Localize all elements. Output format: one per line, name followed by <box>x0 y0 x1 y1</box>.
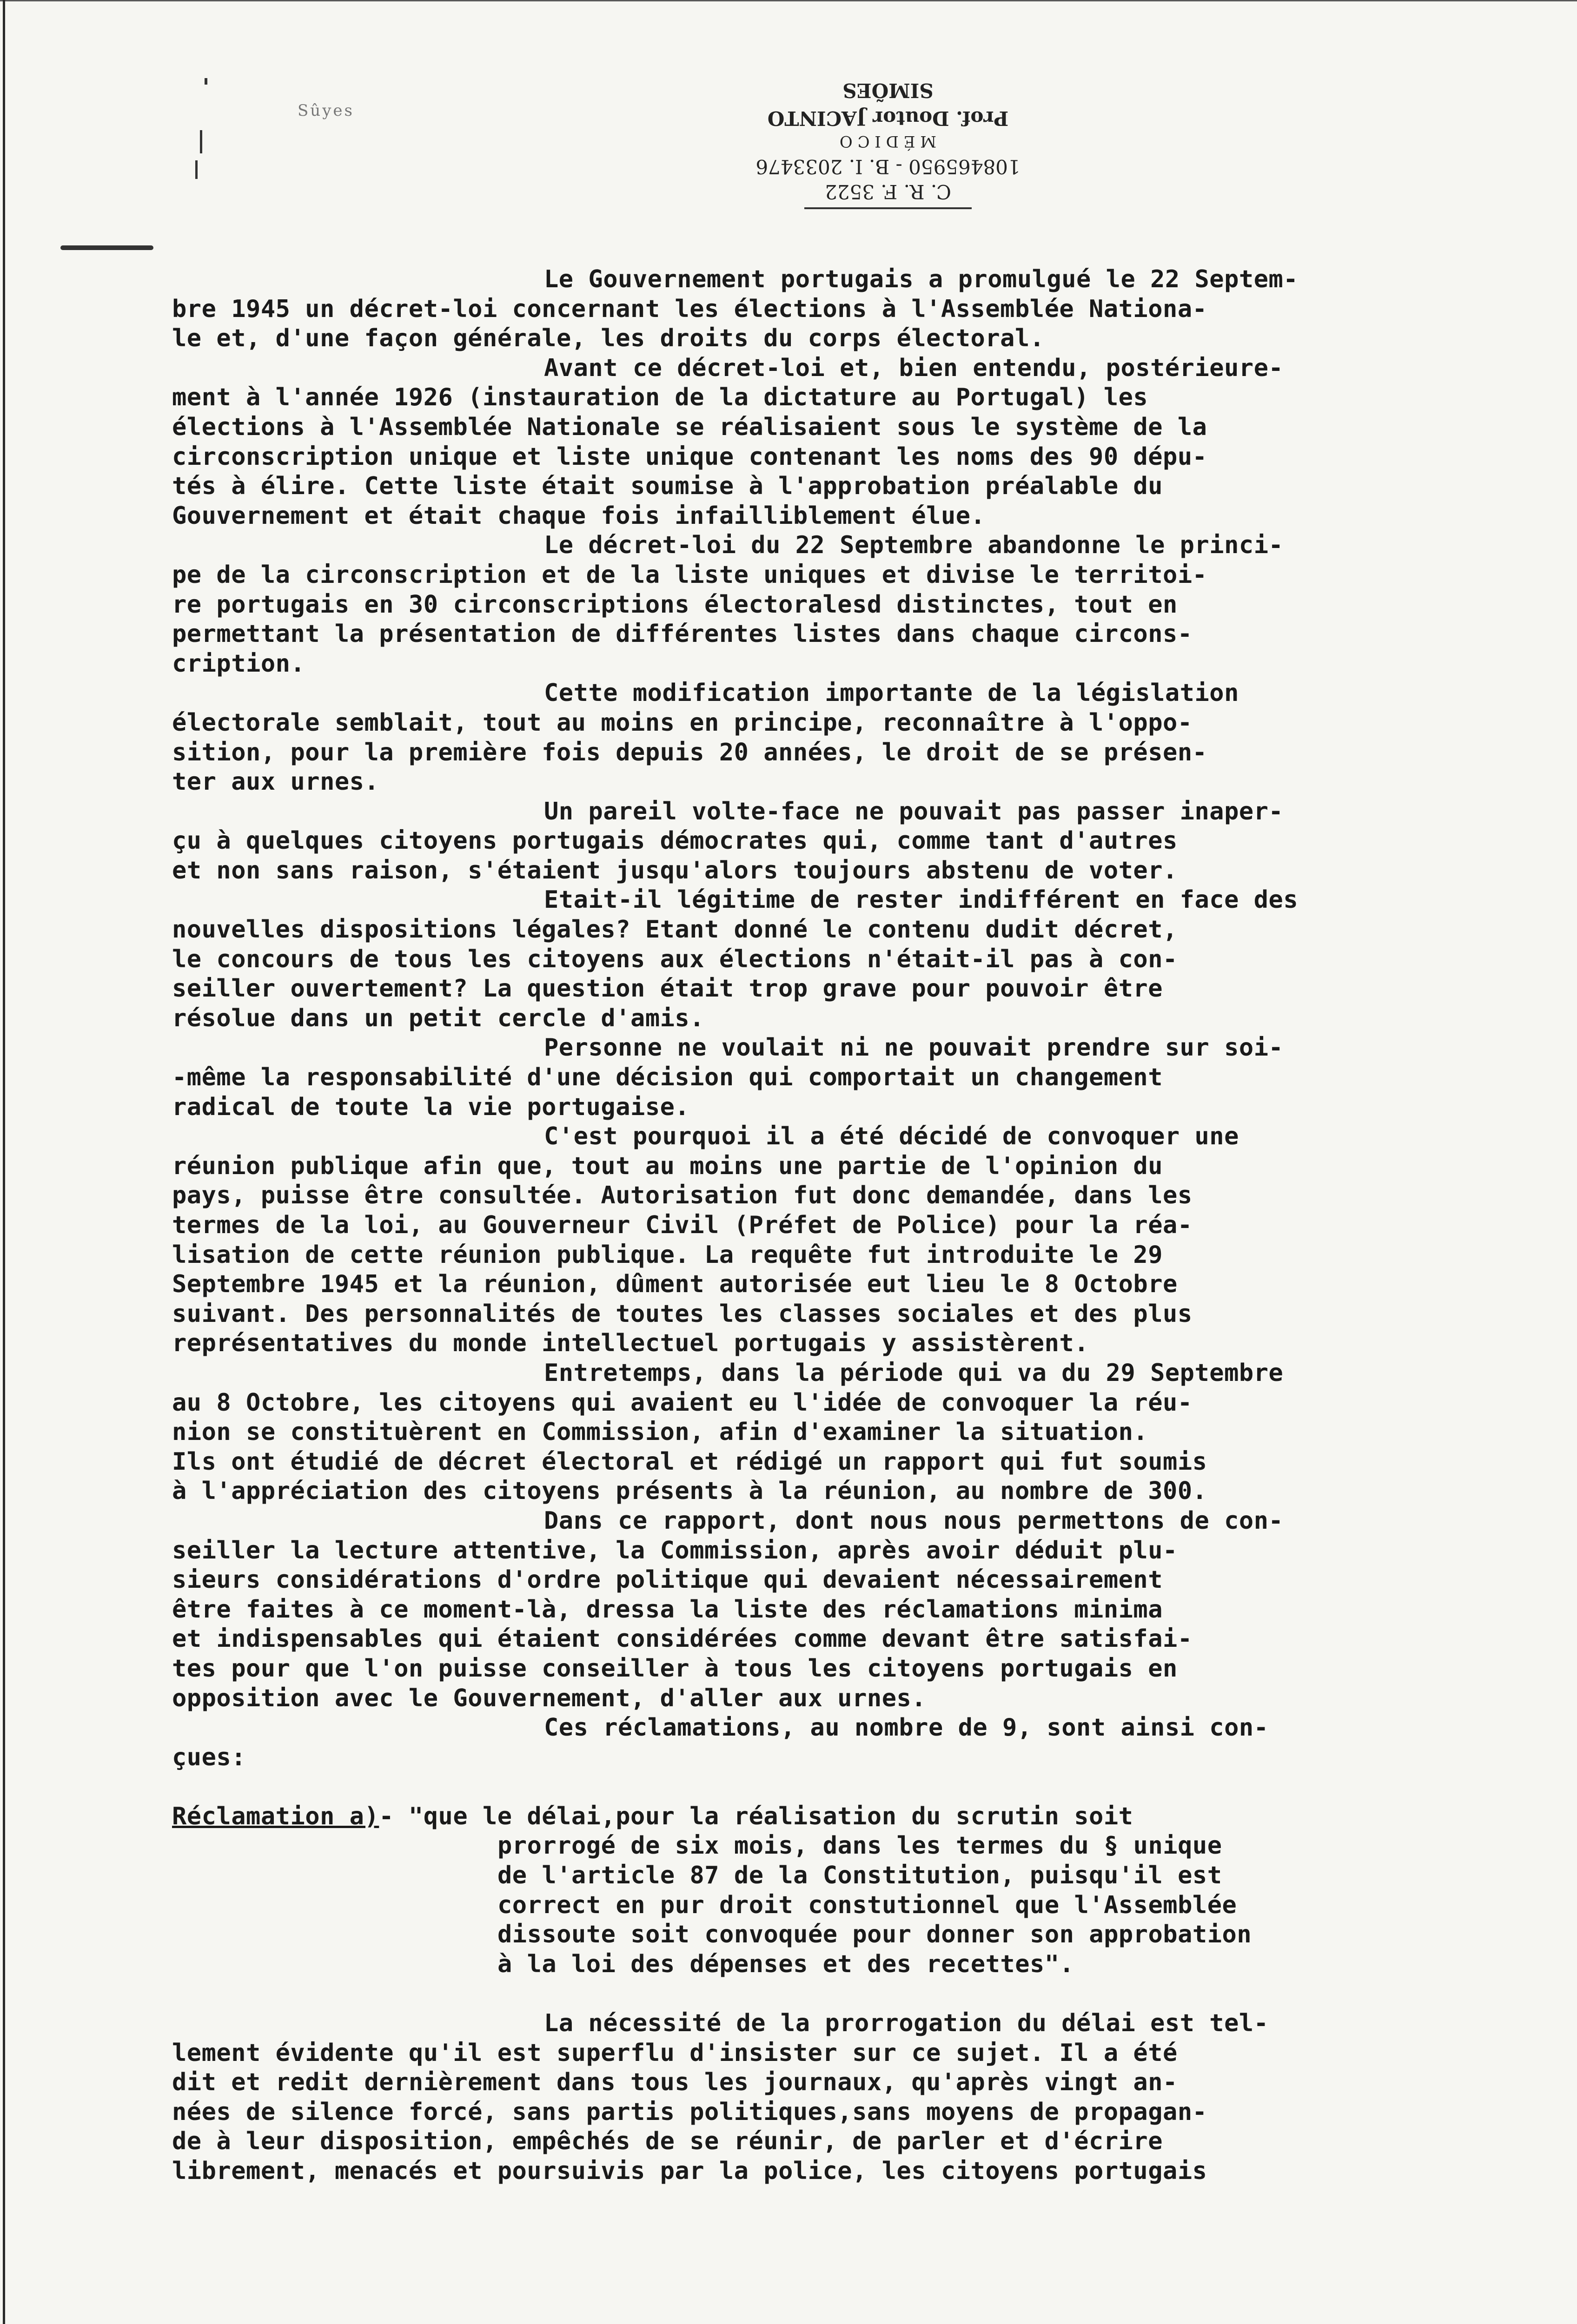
text-line: de à leur disposition, empêchés de se réunir, de parler et d'écrire <box>172 2127 1163 2156</box>
text-line: électorale semblait, tout au moins en principe, reconnaître à l'oppo- <box>172 708 1193 737</box>
doctor-stamp <box>725 79 1051 218</box>
text-line: et non sans raison, s'étaient jusqu'alors toujours abstenu de voter. <box>172 856 1178 885</box>
text-line: radical de toute la vie portugaise. <box>172 1093 690 1121</box>
text-line: Avant ce décret-loi et, bien entendu, postérieure- <box>544 354 1284 382</box>
text-line: bre 1945 un décret-loi concernant les élections à l'Assemblée Nationa- <box>172 295 1207 323</box>
text-line: Cette modification importante de la législation <box>544 679 1239 707</box>
margin-mark <box>200 130 202 153</box>
text-line: au 8 Octobre, les citoyens qui avaient eu l'idée de convoquer la réu- <box>172 1388 1193 1417</box>
text-line: lisation de cette réunion publique. La requête fut introduite le 29 <box>172 1241 1163 1269</box>
text-line: à la loi des dépenses et des recettes". <box>497 1950 1074 1978</box>
text-line: librement, menacés et poursuivis par la police, les citoyens portugais <box>172 2157 1207 2185</box>
text-line: ter aux urnes. <box>172 768 379 796</box>
text-line: résolue dans un petit cercle d'amis. <box>172 1004 705 1032</box>
text-line: permettant la présentation de différentes listes dans chaque circons- <box>172 620 1193 648</box>
text-line: Ces réclamations, au nombre de 9, sont ainsi con- <box>544 1714 1269 1742</box>
stamp-rule <box>804 207 972 209</box>
stamp-profession: M É D I C O <box>839 132 937 151</box>
stamp-id: C. R. F. 3522 <box>825 180 951 203</box>
text-line: nées de silence forcé, sans partis politiques,sans moyens de propagan- <box>172 2098 1207 2126</box>
margin-note: Sûyes <box>298 101 354 120</box>
text-line: - "que le délai,pour la réalisation du scrutin soit <box>379 1802 1133 1830</box>
text-line: élections à l'Assemblée Nationale se réalisaient sous le système de la <box>172 413 1207 441</box>
stamp-name: Prof. Doutor JACINTO SIMÕES <box>767 79 1009 130</box>
text-line: circonscription unique et liste unique contenant les noms des 90 dépu- <box>172 442 1207 471</box>
page-left-edge <box>3 0 5 2324</box>
text-line: sition, pour la première fois depuis 20 années, le droit de se présen- <box>172 738 1207 766</box>
reclamation-a-line <box>172 1802 1520 1832</box>
margin-mark <box>195 160 198 179</box>
margin-mark <box>205 78 207 85</box>
text-line: pays, puisse être consultée. Autorisation fut donc demandée, dans les <box>172 1182 1193 1210</box>
text-line: à l'appréciation des citoyens présents à la réunion, au nombre de 300. <box>172 1477 1207 1505</box>
text-line: le et, d'une façon générale, les droits du corps électoral. <box>172 324 1045 353</box>
text-line: suivant. Des personnalités de toutes les classes sociales et des plus <box>172 1300 1193 1328</box>
text-line: çu à quelques citoyens portugais démocrates qui, comme tant d'autres <box>172 827 1178 855</box>
text-line: seiller ouvertement? La question était trop grave pour pouvoir être <box>172 975 1163 1003</box>
text-line: cription. <box>172 649 305 678</box>
text-line: réunion publique afin que, tout au moins une partie de l'opinion du <box>172 1152 1163 1180</box>
text-line: Personne ne voulait ni ne pouvait prendre sur soi- <box>544 1034 1284 1062</box>
text-line: opposition avec le Gouvernement, d'aller aux urnes. <box>172 1684 927 1712</box>
blank-line <box>172 1979 1520 2009</box>
blank-line <box>172 1772 1520 1802</box>
text-line: nion se constituèrent en Commission, afin d'examiner la situation. <box>172 1418 1148 1446</box>
page-top-edge <box>0 0 1577 1</box>
text-line: termes de la loi, au Gouverneur Civil (Préfet de Police) pour la réa- <box>172 1211 1193 1239</box>
text-line: Septembre 1945 et la réunion, dûment autorisée eut lieu le 8 Octobre <box>172 1270 1178 1299</box>
text-line: C'est pourquoi il a été décidé de convoquer une <box>544 1122 1239 1151</box>
text-line: pe de la circonscription et de la liste uniques et divise le territoi- <box>172 561 1207 589</box>
margin-mark <box>60 245 153 250</box>
text-line: dit et redit dernièrement dans tous les journaux, qu'après vingt an- <box>172 2068 1178 2097</box>
text-line: lement évidente qu'il est superflu d'insister sur ce sujet. Il a été <box>172 2039 1178 2067</box>
text-line: Ils ont étudié de décret électoral et rédigé un rapport qui fut soumis <box>172 1447 1207 1476</box>
reclamation-label: Réclamation a) <box>172 1802 379 1830</box>
text-line: tes pour que l'on puisse conseiller à tous les citoyens portugais en <box>172 1654 1178 1683</box>
text-line: Le décret-loi du 22 Septembre abandonne le princi- <box>544 531 1284 560</box>
text-line: sieurs considérations d'ordre politique qui devaient nécessairement <box>172 1566 1163 1594</box>
text-line: représentatives du monde intellectuel portugais y assistèrent. <box>172 1329 1089 1358</box>
text-line: correct en pur droit constutionnel que l'Assemblée <box>497 1891 1237 1919</box>
text-line: être faites à ce moment-là, dressa la liste des réclamations minima <box>172 1595 1163 1624</box>
text-line: et indispensables qui étaient considérées comme devant être satisfai- <box>172 1625 1193 1653</box>
text-line: tés à élire. Cette liste était soumise à l'approbation préalable du <box>172 472 1163 501</box>
text-line: de l'article 87 de la Constitution, puisqu'il est <box>497 1862 1222 1890</box>
text-line: Dans ce rapport, dont nous nous permettons de con- <box>544 1506 1284 1535</box>
text-line: nouvelles dispositions légales? Etant donné le contenu dudit décret, <box>172 916 1178 944</box>
stamp-registration: 108465950 - B. I. 2033476 <box>755 155 1020 178</box>
text-line: prorrogé de six mois, dans les termes du § unique <box>497 1832 1222 1860</box>
letter-body <box>172 265 1520 2186</box>
text-line: ment à l'année 1926 (instauration de la dictature au Portugal) les <box>172 383 1148 412</box>
text-line: re portugais en 30 circonscriptions électoralesd distinctes, tout en <box>172 590 1178 619</box>
text-line: çues: <box>172 1743 246 1771</box>
text-line: Etait-il légitime de rester indifférent en face des <box>544 886 1299 914</box>
text-line: seiller la lecture attentive, la Commission, après avoir déduit plu- <box>172 1536 1178 1565</box>
text-line: Un pareil volte-face ne pouvait pas passer inaper- <box>544 797 1284 825</box>
text-line: Entretemps, dans la période qui va du 29 Septembre <box>544 1359 1284 1387</box>
text-line: -même la responsabilité d'une décision qui comportait un changement <box>172 1063 1163 1092</box>
text-line: Le Gouvernement portugais a promulgué le 22 Septem- <box>544 265 1299 293</box>
text-line: dissoute soit convoquée pour donner son approbation <box>497 1921 1252 1949</box>
text-line: le concours de tous les citoyens aux élections n'était-il pas à con- <box>172 945 1178 973</box>
text-line: La nécessité de la prorrogation du délai est tel- <box>544 2009 1269 2038</box>
text-line: Gouvernement et était chaque fois infailliblement élue. <box>172 502 986 530</box>
